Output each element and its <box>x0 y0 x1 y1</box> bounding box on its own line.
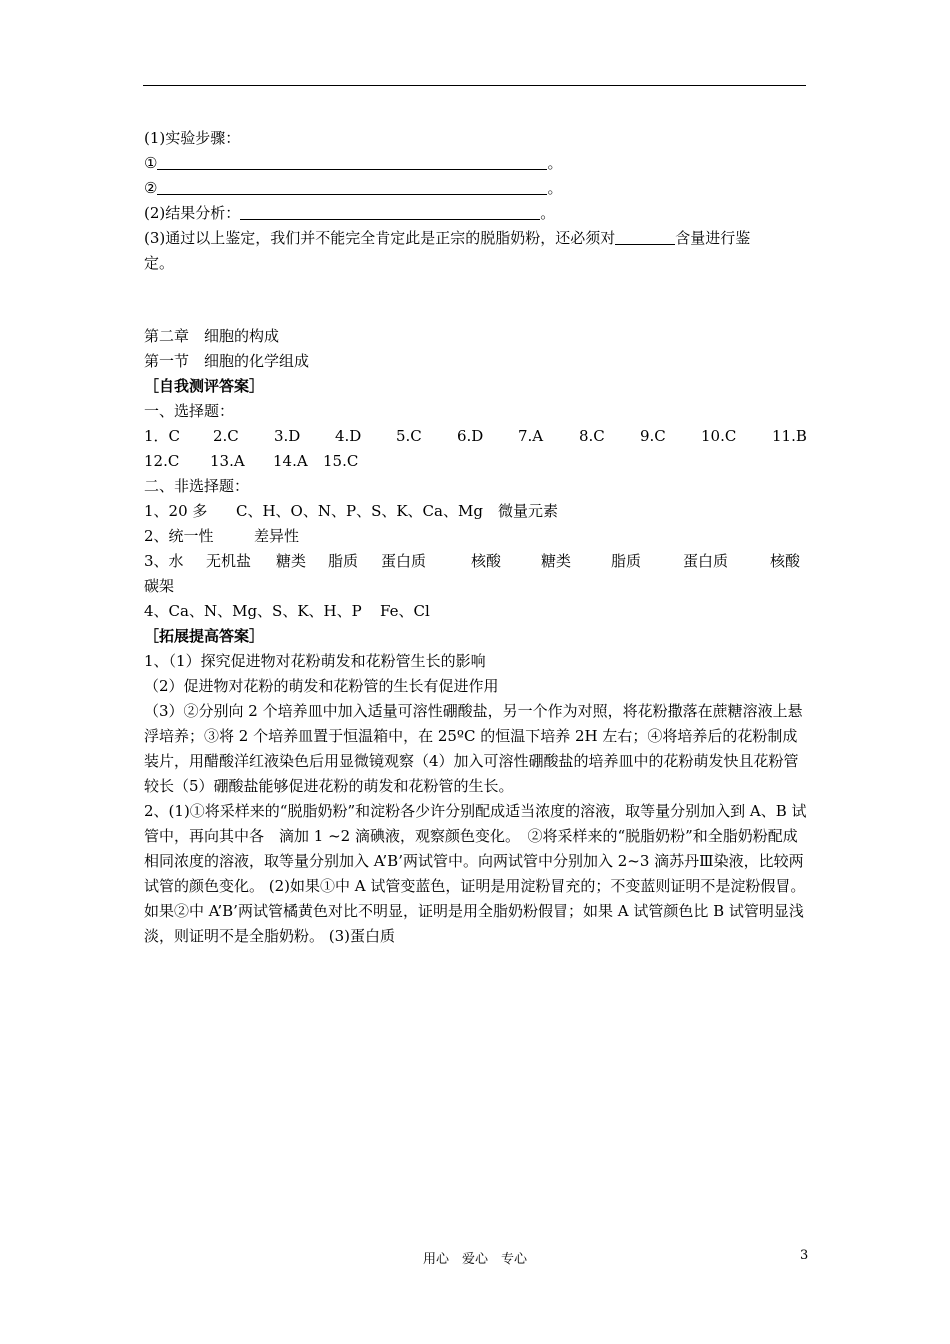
nc-answer-4 <box>144 599 808 624</box>
analysis-line <box>144 201 808 226</box>
choice-answer: 2.C <box>213 427 239 445</box>
choice-row-2 <box>144 449 808 474</box>
step2-line <box>144 176 808 201</box>
analysis-blank <box>240 202 540 220</box>
nc2-part: 差异性 <box>254 527 300 545</box>
choice-answer: 1．C <box>144 427 181 445</box>
nc-answer-1 <box>144 499 808 524</box>
extension-q2: 2、(1)①将采样来的“脱脂奶粉”和淀粉各少许分别配成适当浓度的溶液，取等量分别加入到 A、B 试管中，再向其中各 滴加 1 ~2 滴碘液，观察颜色变化。 ②将采样来的“脱脂奶粉”和全脂奶粉配成相同浓度的溶液，取等量分别加入 A’B’两试管中。向两试管中分别加入 2~3 滴苏丹Ⅲ染液，比较两试管的颜色变化。 (2)如果①中 A 试管变蓝色，证明是用淀粉冒充的；不变蓝则证明不是淀粉假冒。 如果②中 A’B’两试管橘黄色对比不明显，证明是用全脂奶粉假冒；如果 A 试管颜色比 B 试管明显浅淡，则证明不是全脂奶粉。 (3)蛋白质 <box>144 802 813 945</box>
conclusion-end: 定。 <box>144 254 175 272</box>
choice-answer: 6.D <box>457 427 484 445</box>
choice-answer: 3.D <box>274 427 301 445</box>
nc1-part: 1、20 多 <box>144 502 208 520</box>
analysis-period: 。 <box>540 204 556 222</box>
choice-answer: 9.C <box>640 427 666 445</box>
page-content <box>144 126 813 949</box>
choice-answer: 10.C <box>701 427 737 445</box>
choice-row-1 <box>144 424 808 449</box>
page-number: 3 <box>800 1248 809 1263</box>
nc-answer-3 <box>144 549 808 574</box>
choice-answer: 8.C <box>579 427 605 445</box>
step2-blank <box>157 177 547 195</box>
step1-line <box>144 151 808 176</box>
nc3-part: 糖类 <box>276 552 307 570</box>
self-test-header: ［自我测评答案］ <box>144 377 265 395</box>
choice-answer: 14.A <box>273 452 308 470</box>
conclusion-post: 含量进行鉴 <box>675 229 751 247</box>
nc3-part: 蛋白质 <box>683 552 729 570</box>
extension-q1-a: 1、（1）探究促进物对花粉萌发和花粉管生长的影响 <box>144 652 486 670</box>
step2-marker: ② <box>144 179 158 197</box>
conclusion-blank <box>615 227 675 245</box>
nc-answer-2 <box>144 524 808 549</box>
chapter-title: 第二章 细胞的构成 <box>144 327 280 345</box>
nc3-part: 无机盐 <box>206 552 252 570</box>
nc3-part: 蛋白质 <box>381 552 427 570</box>
step1-blank <box>157 152 547 170</box>
analysis-label: (2)结果分析： <box>144 204 241 222</box>
section-title: 第一节 细胞的化学组成 <box>144 352 310 370</box>
section-gap <box>144 276 808 324</box>
choice-answer: 7.A <box>518 427 544 445</box>
step1-marker: ① <box>144 154 158 172</box>
nc4-part: Fe、Cl <box>380 602 430 620</box>
step1-period: 。 <box>547 154 563 172</box>
footer-motto: 用心 爱心 专心 <box>422 1252 527 1267</box>
nonchoice-header: 二、非选择题： <box>144 477 250 495</box>
nc1-part: C、H、O、N、P、S、K、Ca、Mg <box>236 502 483 520</box>
nc1-part: 微量元素 <box>498 502 559 520</box>
conclusion-pre: (3)通过以上鉴定，我们并不能完全肯定此是正宗的脱脂奶粉，还必须对 <box>144 229 616 247</box>
choice-header: 一、选择题： <box>144 402 235 420</box>
choice-answer: 11.B <box>772 427 807 445</box>
nc3-part: 核酸 <box>471 552 502 570</box>
nc2-part: 2、统一性 <box>144 527 214 545</box>
extension-q1-c: （3）②分别向 2 个培养皿中加入适量可溶性硼酸盐，另一个作为对照，将花粉撒落在蔗糖溶液上悬浮培养；③将 2 个培养皿置于恒温箱中，在 25ºC 的恒温下培养 2H 左右；④将培养后的花粉制成装片，用醋酸洋红液染色后用显微镜观察（4）加入可溶性硼酸盐的培养皿中的花粉萌发快且花粉管较长（5）硼酸盐能够促进花粉的萌发和花粉管的生长。 <box>144 702 803 795</box>
conclusion-line <box>144 226 808 251</box>
nc3-part: 糖类 <box>541 552 572 570</box>
extension-header: ［拓展提高答案］ <box>144 627 265 645</box>
nc4-part: 4、Ca、N、Mg、S、K、H、P <box>144 602 362 620</box>
nc3-part: 3、水 <box>144 552 184 570</box>
nc3-part: 脂质 <box>328 552 359 570</box>
choice-answer: 5.C <box>396 427 422 445</box>
extension-q1-b: （2）促进物对花粉的萌发和花粉管的生长有促进作用 <box>144 677 499 695</box>
choice-answer: 13.A <box>210 452 245 470</box>
nc3-part: 核酸 <box>770 552 801 570</box>
choice-answer: 4.D <box>335 427 362 445</box>
nc3-part: 脂质 <box>611 552 642 570</box>
step2-period: 。 <box>547 179 563 197</box>
choice-answer: 12.C <box>144 452 180 470</box>
steps-label: (1)实验步骤： <box>144 129 241 147</box>
header-rule <box>143 85 806 86</box>
nc3-end: 碳架 <box>144 577 175 595</box>
choice-answer: 15.C <box>323 452 359 470</box>
